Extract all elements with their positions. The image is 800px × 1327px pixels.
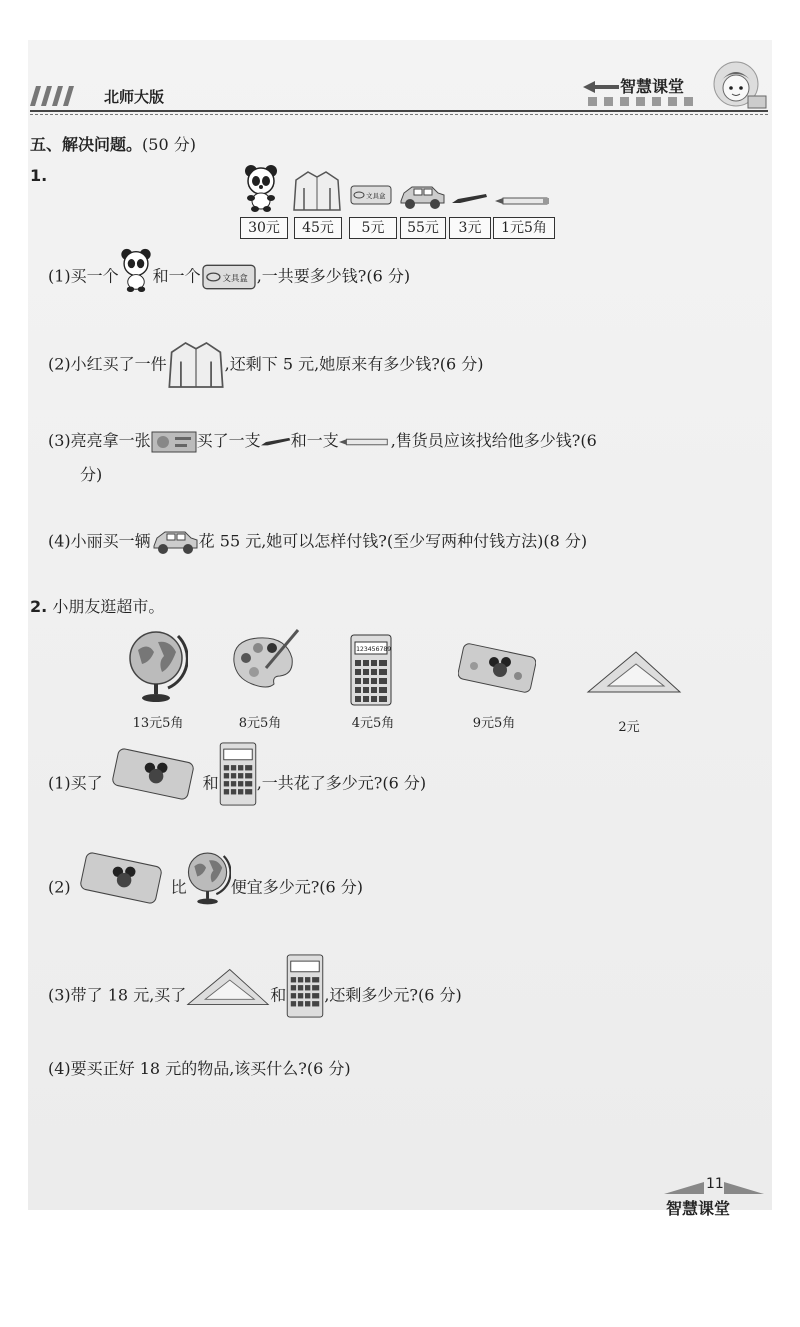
question-2-text: 小朋友逛超市。 — [52, 597, 165, 616]
q1-sub1-text-b: 和一个 — [152, 266, 201, 286]
price-palette: 8元5角 — [238, 716, 282, 731]
girl-mascot-icon — [706, 60, 768, 112]
price-pencil: 1元5角 — [493, 217, 555, 239]
toy-car-icon — [398, 183, 446, 211]
q2-sub1-text-a: (1)买了 — [48, 773, 103, 793]
q1-sub2-text-b: ,还剩下 5 元,她原来有多少钱?(6 分) — [224, 354, 484, 374]
q1-sub1-text-a: (1)买一个 — [48, 266, 119, 286]
q2-sub1-text-c: ,一共花了多少元?(6 分) — [256, 773, 427, 793]
q2-sub3-text-a: (3)带了 18 元,买了 — [48, 985, 187, 1005]
globe-icon — [128, 628, 188, 704]
pencil-icon — [495, 196, 551, 206]
jacket-icon — [167, 340, 225, 390]
q2-sub2-text-a: (2) — [48, 877, 71, 897]
pencil-icon — [339, 437, 391, 447]
q1-sub3-text-d: ,售货员应该找给他多少钱?(6 — [390, 431, 597, 450]
price-jacket: 45元 — [294, 217, 342, 239]
price-pen: 3元 — [449, 217, 491, 239]
pencil-case-text: 文具盒 — [366, 192, 386, 200]
triangle-ruler-icon — [586, 650, 682, 694]
q1-sub4 — [48, 528, 587, 556]
mickey-pencil-box-icon — [458, 640, 536, 696]
calculator-icon — [219, 742, 257, 806]
question-1-number: 1. — [30, 166, 48, 185]
q2-sub3-text-b: 和 — [270, 985, 287, 1005]
q2-sub3-text-c: ,还剩多少元?(6 分) — [324, 985, 462, 1005]
q1-sub1-text-c: ,一共要多少钱?(6 分) — [256, 266, 411, 286]
q1-sub3-text-c: 和一支 — [290, 431, 339, 450]
q1-sub2 — [48, 340, 484, 390]
pen-icon — [261, 436, 291, 448]
globe-icon — [187, 848, 231, 908]
pencil-case-icon — [201, 264, 257, 290]
q2-sub4: (4)要买正好 18 元的物品,该买什么?(6 分) — [48, 1059, 351, 1078]
page-background — [28, 40, 772, 1210]
q1-sub4-text-a: (4)小丽买一辆 — [48, 531, 151, 551]
mickey-pencil-box-icon — [71, 849, 171, 907]
footer-brand: 智慧课堂 — [666, 1199, 731, 1218]
pencil-case-text: 文具盒 — [222, 272, 248, 283]
section-title-text: 五、解决问题。 — [30, 135, 143, 154]
header-dashed-rule — [30, 114, 768, 115]
q1-sub3-text-b: 买了一支 — [196, 431, 261, 450]
calculator-display-text: 123456789 — [356, 645, 392, 653]
header-arrow-icon — [583, 80, 619, 94]
q2-sub1 — [48, 762, 426, 806]
toy-car-icon — [151, 528, 199, 556]
panda-icon — [119, 248, 153, 292]
jacket-icon — [292, 170, 342, 212]
q2-sub3 — [48, 974, 462, 1018]
page-number: 11 — [706, 1176, 724, 1192]
q1-sub1 — [48, 262, 410, 292]
edition-label: 北师大版 — [104, 88, 165, 106]
q2-sub1-text-b: 和 — [202, 773, 219, 793]
header-squares-icon — [588, 97, 700, 107]
section-points: (50 分) — [142, 135, 196, 154]
mickey-pencil-box-icon — [103, 745, 203, 803]
price-calculator: 4元5角 — [351, 716, 395, 731]
triangle-ruler-icon — [186, 967, 270, 1007]
price-triangle-ruler: 2元 — [618, 720, 640, 735]
price-pencil-box: 9元5角 — [472, 716, 516, 731]
section-title — [30, 132, 196, 155]
q1-sub4-text-b: 花 55 元,她可以怎样付钱?(至少写两种付钱方法)(8 分) — [198, 531, 588, 551]
question-2-number: 2. — [30, 597, 48, 616]
calculator-icon — [286, 954, 324, 1018]
panda-icon — [243, 164, 279, 212]
q2-sub2-text-b: 比 — [170, 877, 187, 897]
q1-sub2-text-a: (2)小红买了一件 — [48, 354, 167, 374]
price-globe: 13元5角 — [132, 716, 184, 731]
q1-sub3 — [48, 430, 768, 453]
paint-palette-icon — [228, 628, 300, 688]
pen-icon — [452, 193, 488, 205]
price-panda: 30元 — [240, 217, 288, 239]
header-stripes-icon — [30, 86, 80, 106]
header-brand: 智慧课堂 — [620, 77, 685, 96]
pencil-case-icon — [350, 185, 392, 205]
calculator-icon — [350, 634, 392, 706]
header-rule — [30, 110, 768, 112]
q2-sub2 — [48, 868, 363, 908]
q1-sub3-text-a: (3)亮亮拿一张 — [48, 431, 151, 450]
q2-sub2-text-c: 便宜多少元?(6 分) — [230, 877, 364, 897]
question-2-title — [30, 596, 164, 618]
price-toy-car: 55元 — [400, 217, 446, 239]
q1-sub3-wrap: 分) — [80, 465, 103, 484]
banknote-icon — [151, 431, 197, 453]
price-pencil-case: 5元 — [349, 217, 397, 239]
